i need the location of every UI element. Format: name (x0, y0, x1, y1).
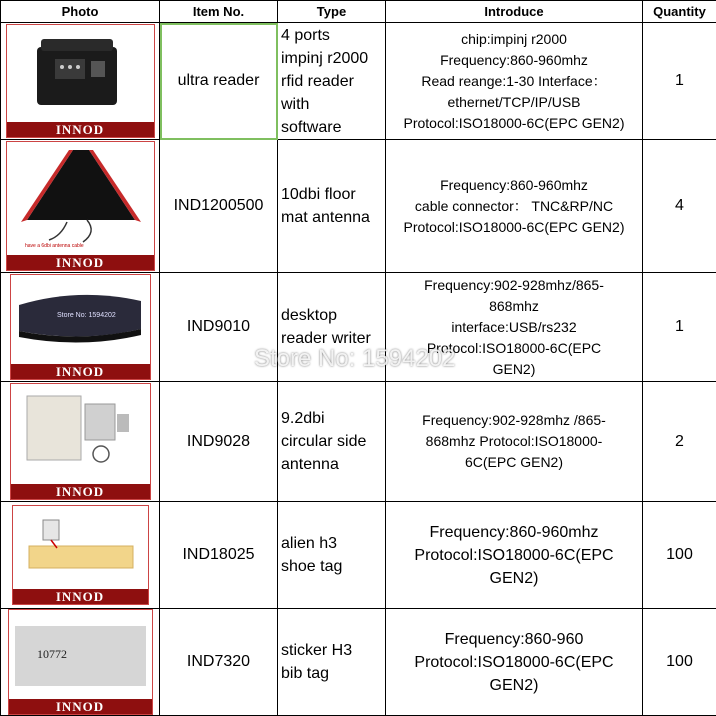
type-line: 4 ports (281, 24, 385, 47)
reader-case-image (7, 25, 154, 122)
introduce-line: Protocol:ISO18000-6C(EPC (390, 338, 638, 359)
product-photo-shoe-tag (12, 505, 149, 605)
product-photo-ultra-reader (6, 24, 155, 138)
type-line: mat antenna (281, 206, 385, 229)
type-line: alien h3 (281, 532, 385, 555)
photo-cell (1, 502, 160, 609)
product-photo-bib-tag (8, 609, 153, 715)
introduce-line: GEN2) (390, 674, 638, 697)
brand-label: INNOD (11, 364, 150, 379)
type-line: antenna (281, 453, 385, 476)
photo-cell (1, 382, 160, 502)
introduce-cell (386, 609, 643, 716)
type-line: bib tag (281, 662, 385, 685)
introduce-line: Frequency:860-960 (390, 628, 638, 651)
type-cell (278, 140, 386, 273)
item-no: ultra reader (160, 23, 278, 140)
type-cell (278, 609, 386, 716)
photo-cell (1, 23, 160, 140)
header-quantity: Quantity (643, 1, 716, 23)
quantity: 100 (643, 502, 716, 609)
brand-label: INNOD (13, 589, 148, 604)
introduce-line: Frequency:902-928mhz /865- (390, 410, 638, 431)
type-cell (278, 382, 386, 502)
item-no: IND1200500 (160, 140, 278, 273)
introduce-line: Protocol:ISO18000-6C(EPC (390, 651, 638, 674)
introduce-line: chip:impinj r2000 (390, 29, 638, 50)
introduce-cell (386, 140, 643, 273)
header-item-no: Item No. (160, 1, 278, 23)
introduce-line: Read reange:1-30 Interface： (390, 71, 638, 92)
photo-cell (1, 273, 160, 382)
type-line: software (281, 116, 385, 139)
introduce-line: interface:USB/rs232 (390, 317, 638, 338)
introduce-line: 868mhz (390, 296, 638, 317)
type-cell (278, 273, 386, 382)
introduce-line: Frequency:860-960mhz (390, 175, 638, 196)
item-no: IND7320 (160, 609, 278, 716)
table-row (1, 23, 716, 140)
type-cell (278, 23, 386, 140)
desktop-reader-image (11, 275, 150, 364)
type-line: rfid reader (281, 70, 385, 93)
circular-antenna-image (11, 384, 150, 484)
item-no: IND18025 (160, 502, 278, 609)
header-photo: Photo (1, 1, 160, 23)
store-watermark: Store No: 1594202 (254, 345, 455, 373)
photo-cell (1, 140, 160, 273)
table-row (1, 140, 716, 273)
introduce-line: Protocol:ISO18000-6C(EPC GEN2) (390, 217, 638, 238)
introduce-line: 6C(EPC GEN2) (390, 452, 638, 473)
introduce-line: GEN2) (390, 359, 638, 380)
header-row (1, 1, 716, 23)
table-row (1, 382, 716, 502)
photo-caption: 10772 (37, 647, 67, 661)
photo-cell (1, 609, 160, 716)
introduce-line: Frequency:902-928mhz/865- (390, 275, 638, 296)
product-photo-side-antenna (10, 383, 151, 500)
brand-label: INNOD (7, 122, 154, 137)
table-row (1, 502, 716, 609)
header-introduce: Introduce (386, 1, 643, 23)
introduce-cell (386, 382, 643, 502)
bib-tag-image (9, 610, 152, 699)
type-line: sticker H3 (281, 639, 385, 662)
brand-label: INNOD (7, 255, 154, 270)
introduce-line: Protocol:ISO18000-6C(EPC GEN2) (390, 113, 638, 134)
introduce-line: 868mhz Protocol:ISO18000- (390, 431, 638, 452)
table-row (1, 609, 716, 716)
floor-mat-antenna-image (7, 142, 154, 255)
introduce-line: GEN2) (390, 567, 638, 590)
introduce-line: Frequency:860-960mhz (390, 50, 638, 71)
introduce-line: Frequency:860-960mhz (390, 521, 638, 544)
type-line: desktop (281, 304, 385, 327)
product-photo-floor-antenna (6, 141, 155, 271)
type-line: shoe tag (281, 555, 385, 578)
type-line: with (281, 93, 385, 116)
type-cell (278, 502, 386, 609)
introduce-line: cable connector： TNC&RP/NC (390, 196, 638, 217)
introduce-line: Protocol:ISO18000-6C(EPC (390, 544, 638, 567)
header-type: Type (278, 1, 386, 23)
quantity: 1 (643, 273, 716, 382)
item-no: IND9010 (160, 273, 278, 382)
product-photo-desktop-reader (10, 274, 151, 380)
table-row (1, 273, 716, 382)
introduce-line: ethernet/TCP/IP/USB (390, 92, 638, 113)
introduce-cell (386, 273, 643, 382)
photo-caption: have a 6dbi antenna cable (25, 243, 84, 249)
photo-caption: Store No: 1594202 (57, 312, 116, 319)
shoe-tag-image (13, 506, 148, 589)
quantity: 4 (643, 140, 716, 273)
type-line: reader writer (281, 327, 385, 350)
item-no: IND9028 (160, 382, 278, 502)
type-line: impinj r2000 (281, 47, 385, 70)
type-line: 9.2dbi (281, 407, 385, 430)
introduce-cell (386, 23, 643, 140)
brand-label: INNOD (9, 699, 152, 714)
brand-label: INNOD (11, 484, 150, 499)
type-line: 10dbi floor (281, 183, 385, 206)
quantity: 2 (643, 382, 716, 502)
type-line: circular side (281, 430, 385, 453)
introduce-cell (386, 502, 643, 609)
quantity: 100 (643, 609, 716, 716)
quantity: 1 (643, 23, 716, 140)
